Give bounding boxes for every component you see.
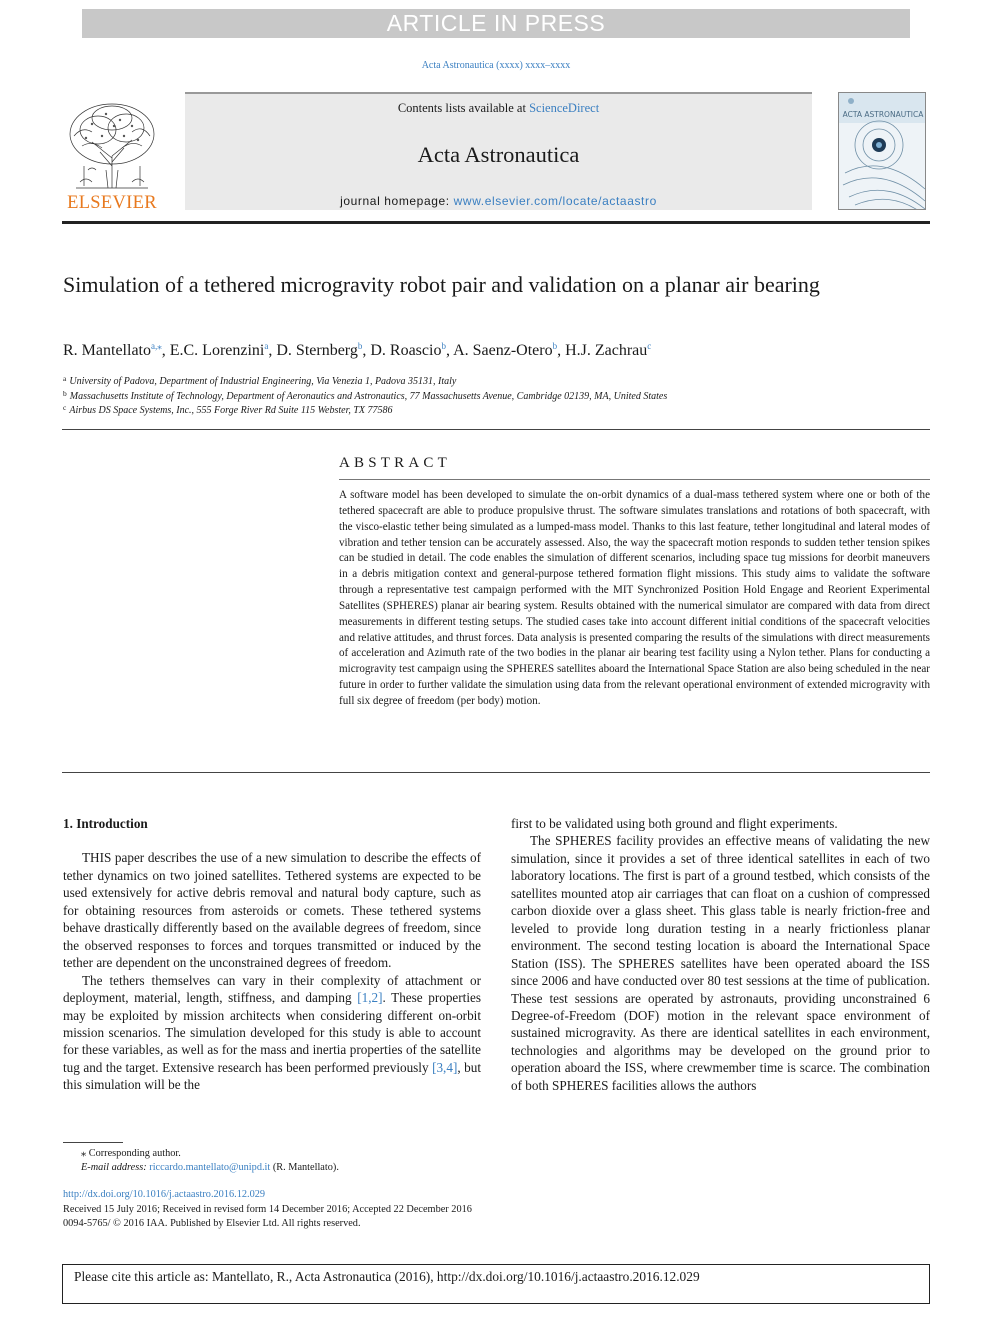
elsevier-wordmark: ELSEVIER xyxy=(67,193,157,213)
author-affiliation-marker[interactable]: a,⁎ xyxy=(150,341,162,351)
author-list xyxy=(63,341,923,360)
journal-cover-thumbnail[interactable] xyxy=(838,92,926,210)
citation-link[interactable]: [3,4] xyxy=(432,1059,458,1075)
paragraph: The tethers themselves can vary in their complexity of attachment or deployment, material, length, stiffness, and damping [1,2]. These properties may be exploited by mission architects when considering different on-orbit mission scenarios. The simulation developed for this study is able to account for these variables, as well as for the mass and inertia properties of the satellite tug and the target. Extensive research has been performed previously [3,4], but this simulation will be the xyxy=(63,972,481,1093)
affiliation-c: $^c$ Airbus DS Space Systems, Inc., 555 Forge River Rd Suite 115 Webster, TX 77586 xyxy=(63,403,393,416)
author-separator: , xyxy=(445,342,454,359)
sciencedirect-link[interactable]: ScienceDirect xyxy=(529,101,600,115)
author-name: D. Roascio xyxy=(370,342,442,359)
author-separator: , xyxy=(268,342,277,359)
homepage-link[interactable]: www.elsevier.com/locate/actaastro xyxy=(453,194,657,208)
paragraph: The SPHERES facility provides an effective means of validating the new simulation, since it provides a set of three identical satellites in each of two laboratory locations. The first is part of a ground testbed, which consists of the satellites mounted atop air carriages that can float on a cushion of compressed carbon dioxide over a glass sheet. This glass table is nearly friction-free and leveled to provide long duration testing in a nearly frictionless planar environment. The second testing location is aboard the International Space Station (ISS). The SPHERES satellites have been operated aboard the ISS since 2006 and have conducted over 80 test sessions at the time of publication. These test sessions are operated by astronauts, providing unconstrained 6 Degree-of-Freedom (DOF) motion in the relevant space environment of sustained microgravity. As there are identical satellites in each environment, technologies and algorithms may be developed on the ground prior to operation aboard the ISS, where crewmember time is scarce. The combination of both SPHERES facilities allows the authors xyxy=(511,833,930,1093)
affiliation-b: $^b$ Massachusetts Institute of Technology, Department of Aeronautics and Astronautics, 77 Massachusetts Avenue, Cambridge 02139, MA, United States xyxy=(63,389,668,402)
section-heading-introduction: 1. Introduction xyxy=(63,816,148,831)
author-affiliation-marker[interactable]: a xyxy=(264,341,269,351)
footnote-divider xyxy=(63,1142,123,1143)
body-column-right xyxy=(511,815,930,1094)
author-name: E.C. Lorenzini xyxy=(169,342,265,359)
author-affiliation-marker[interactable]: b xyxy=(357,341,363,351)
abstract-end-divider xyxy=(62,772,930,773)
section-divider xyxy=(62,429,930,430)
journal-title: Acta Astronautica xyxy=(417,142,580,167)
cover-artwork xyxy=(839,93,926,210)
publication-info xyxy=(63,1188,663,1232)
homepage-prefix: journal homepage: xyxy=(340,194,454,208)
article-in-press-banner: ARTICLE IN PRESS xyxy=(82,9,910,38)
body-column-left xyxy=(63,815,481,1094)
author-affiliation-marker[interactable]: c xyxy=(647,341,652,351)
paragraph-continued: first to be validated using both ground and flight experiments. xyxy=(511,816,838,831)
doi-link[interactable]: http://dx.doi.org/10.1016/j.actaastro.2016.12.029 xyxy=(63,1189,266,1200)
received-dates: Received 15 July 2016; Received in revised form 14 December 2016; Accepted 22 December 2016 xyxy=(63,1203,472,1215)
paragraph: THIS paper describes the use of a new simulation to describe the effects of tether dynamics on two joined satellites. Tethered systems are expected to be used extensively for active debris removal and natural body capture, such as for obtaining resources from asteroids or comets. These tethered systems behave drastically differently based on the available degrees of freedom, since the observed responses to forces and torques transmitted or induced by the tether are dependent on the unconstrained degrees of freedom. xyxy=(63,850,481,971)
abstract-heading: ABSTRACT xyxy=(339,455,451,471)
journal-reference-link[interactable]: Acta Astronautica (xxxx) xxxx–xxxx xyxy=(421,60,571,71)
citation-text: Please cite this article as: Mantellato, R., Acta Astronautica (2016), http://dx.doi.org/10.1016/j.actaastro.2016.12.029 xyxy=(74,1269,700,1284)
contents-availability xyxy=(185,101,812,116)
email-note: E-mail address: riccardo.mantellato@unipd.it (R. Mantellato). xyxy=(81,1162,339,1173)
author-separator: , xyxy=(557,342,566,359)
author-name: H.J. Zachrau xyxy=(565,342,648,359)
author-name: R. Mantellato xyxy=(63,342,151,359)
contents-prefix: Contents lists available at xyxy=(397,101,530,115)
affiliation-a: $^a$ University of Padova, Department of Industrial Engineering, Via Venezia 1, Padova 35131, Italy xyxy=(63,374,457,387)
email-link[interactable]: riccardo.mantellato@unipd.it xyxy=(149,1162,271,1173)
footnote xyxy=(63,1147,563,1175)
journal-homepage xyxy=(185,194,812,208)
citation-link[interactable]: [1,2] xyxy=(357,990,383,1006)
header-divider xyxy=(62,221,930,224)
cover-title: ACTA ASTRONAUTICA xyxy=(842,110,924,119)
copyright-line: 0094-5765/ © 2016 IAA. Published by Elsevier Ltd. All rights reserved. xyxy=(63,1218,361,1229)
abstract-divider xyxy=(339,479,930,480)
corresponding-author-note: ⁎ Corresponding author. xyxy=(81,1148,181,1159)
author-affiliation-marker[interactable]: b xyxy=(552,341,558,351)
author-affiliation-marker[interactable]: b xyxy=(441,341,446,351)
author-separator: , xyxy=(161,342,170,359)
author-name: D. Sternberg xyxy=(276,342,358,359)
author-name: A. Saenz-Otero xyxy=(453,342,553,359)
author-separator: , xyxy=(362,342,371,359)
abstract-body: A software model has been developed to simulate the on-orbit dynamics of a dual-mass tethered system where one or both of the tethered spacecraft are able to produce propulsive thrust. The software simulates translations and rotations of both spacecraft, with the visco-elastic tether being simulated as a lumped-mass model. Thanks to this last feature, tether longitudinal and lateral modes of vibration and tether tension can be accurately assessed. Also, the way the spacecraft motion responds to sudden tether tension spikes can be studied in detail. The code enables the simulation of different scenarios, including space tug missions for deorbit maneuvers in a debris mitigation context and general-purpose tethered formation flight missions. This study aims to validate the software through a representative test campaign performed with the MIT Synchronized Position Hold Engage and Reorient Experimental Satellites (SPHERES) planar air bearing system. Results obtained with the numerical simulator are compared with data from direct measurements in different testing setups. The studied cases take into account different initial conditions of the spacecraft velocities and relative attitudes, and thrust forces. Data analysis is presented comparing the results of the simulations with direct measurements of acceleration and Azimuth rate of the two bodies in the planar air bearing test facility using a Nylon tether. Plans for conducting a microgravity test campaign using the SPHERES satellites aboard the International Space Station are also being scheduled in the near future in order to further validate the simulation using data from the relevant operational environment of extended microgravity with full six degree of freedom (per body) motion. xyxy=(339,489,930,707)
article-title: Simulation of a tethered microgravity robot pair and validation on a planar air bearing xyxy=(63,272,820,297)
